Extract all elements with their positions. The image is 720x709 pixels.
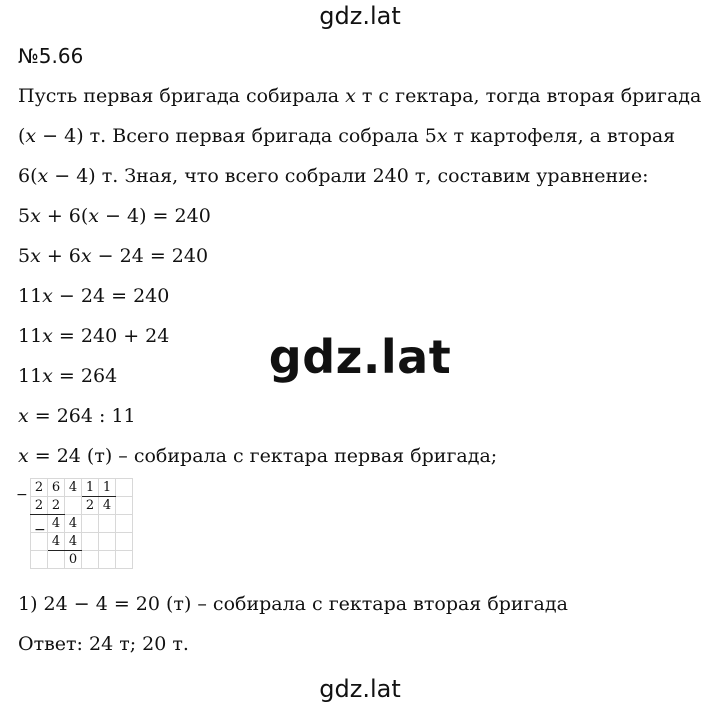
division-row [31, 533, 133, 551]
grid-cell: 6 [48, 479, 65, 497]
grid-cell [65, 497, 82, 515]
grid-cell: 4 [65, 515, 82, 533]
grid-cell [116, 551, 133, 569]
grid-cell [82, 551, 99, 569]
step-1-line: 1) 24 − 4 = 20 (т) – собирала с гектара вторая бригада [18, 593, 568, 615]
long-division-grid [30, 478, 133, 569]
division-row [31, 479, 133, 497]
grid-cell: 4 [48, 515, 65, 533]
grid-cell [48, 551, 65, 569]
grid-cell [99, 515, 116, 533]
grid-cell: 4 [65, 479, 82, 497]
text-line-3: 6(𝑥 − 4) т. Зная, что всего собрали 240 т, составим уравнение: [18, 165, 649, 187]
answer-line: Ответ: 24 т; 20 т. [18, 633, 189, 655]
equation-line-1: 5𝑥 + 6(𝑥 − 4) = 240 [18, 205, 211, 227]
grid-cell: 1 [82, 479, 99, 497]
division-row [31, 497, 133, 515]
grid-cell: 4 [48, 533, 65, 551]
grid-cell: 0 [65, 551, 82, 569]
grid-cell [82, 515, 99, 533]
text-line-1: Пусть первая бригада собирала 𝑥 т с гектара, тогда вторая бригада [18, 85, 702, 107]
equation-line-6: 𝑥 = 264 : 11 [18, 405, 136, 427]
grid-cell: 2 [31, 497, 48, 515]
grid-cell: 1 [99, 479, 116, 497]
watermark-middle: gdz.lat [268, 330, 452, 384]
grid-cell [31, 533, 48, 551]
grid-cell [31, 551, 48, 569]
equation-line-2: 5𝑥 + 6𝑥 − 24 = 240 [18, 245, 209, 267]
grid-cell: 2 [82, 497, 99, 515]
division-row [31, 515, 133, 533]
grid-cell [116, 497, 133, 515]
minus-sign-2: − [34, 522, 46, 538]
watermark-bottom: gdz.lat [319, 675, 401, 703]
grid-cell [31, 515, 48, 533]
grid-cell: 2 [48, 497, 65, 515]
grid-cell [82, 533, 99, 551]
equation-line-3: 11𝑥 − 24 = 240 [18, 285, 170, 307]
division-row [31, 551, 133, 569]
equation-line-4: 11𝑥 = 240 + 24 [18, 325, 170, 347]
text-line-2: (𝑥 − 4) т. Всего первая бригада собрала 5𝑥 т картофеля, а вторая [18, 125, 676, 147]
grid-cell [116, 515, 133, 533]
grid-cell [99, 551, 116, 569]
grid-cell [116, 479, 133, 497]
watermark-top: gdz.lat [319, 2, 401, 30]
equation-line-5: 11𝑥 = 264 [18, 365, 118, 387]
grid-cell: 4 [65, 533, 82, 551]
grid-cell [99, 533, 116, 551]
grid-cell [116, 533, 133, 551]
solution-line: 𝑥 = 24 (т) – собирала с гектара первая бригада; [18, 445, 498, 467]
grid-cell: 4 [99, 497, 116, 515]
problem-number: №5.66 [18, 44, 84, 68]
grid-cell: 2 [31, 479, 48, 497]
minus-sign-1: − [16, 487, 28, 503]
